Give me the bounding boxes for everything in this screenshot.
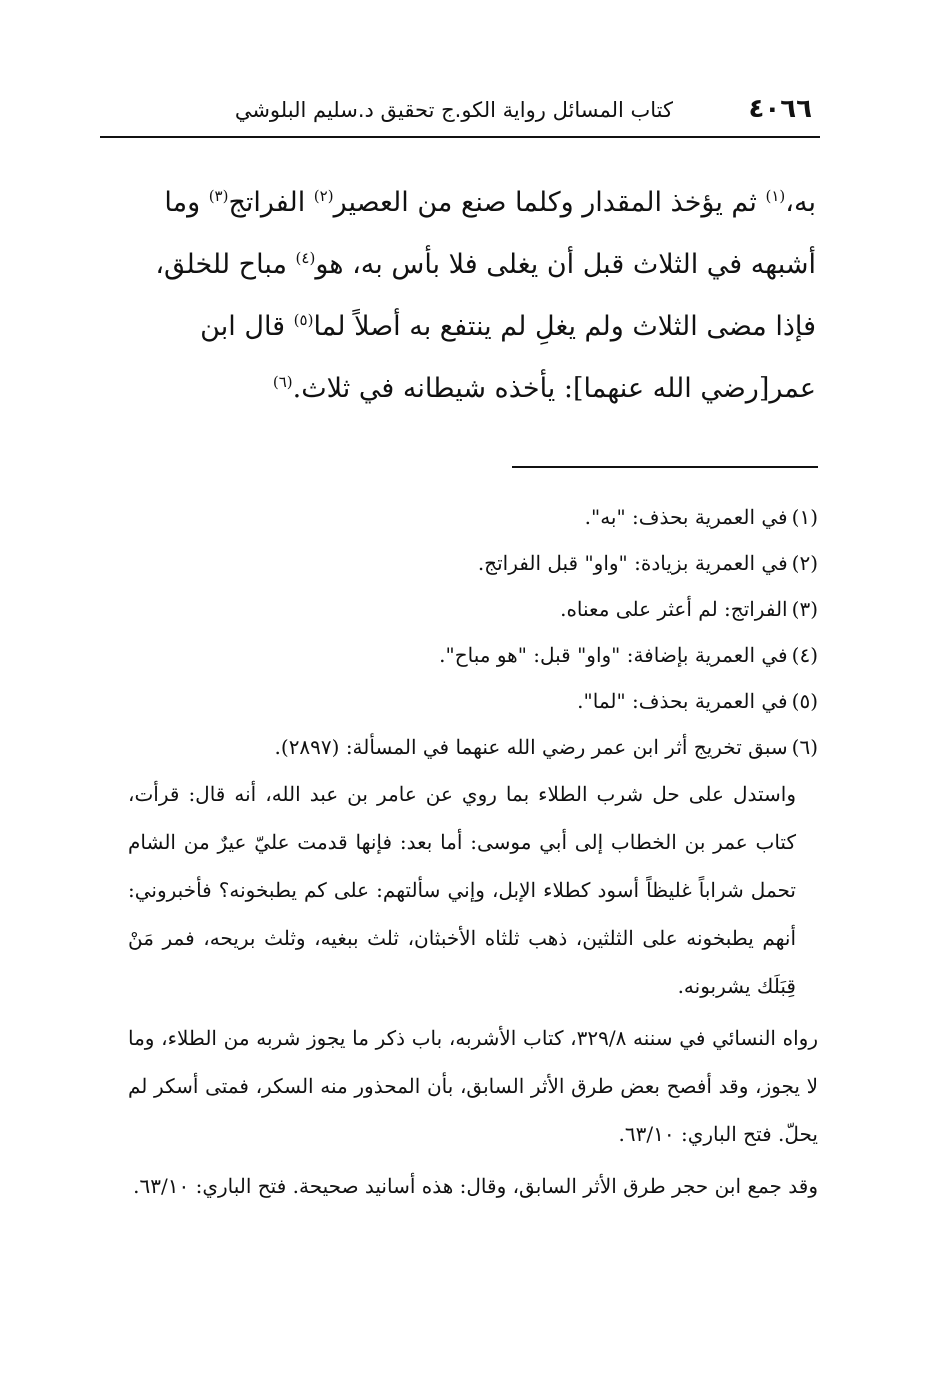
footnotes (100, 494, 818, 1210)
footnote-ref: (٢) (313, 187, 334, 205)
footnote-number: (٤) (791, 643, 818, 667)
footnote-item (100, 678, 818, 724)
main-text-run: مباح للخلق، (155, 249, 296, 280)
main-text-run: وما (164, 187, 209, 218)
main-text-run: أشبهه في الثلاث قبل أن يغلى فلا بأس به، هو (315, 249, 816, 280)
footnote-number: (٥) (791, 689, 818, 713)
main-line (100, 296, 816, 358)
footnote-paragraph: وقد جمع ابن حجر طرق الأثر السابق، وقال: هذه أسانيد صحيحة. فتح الباري: ٦٣/١٠. (133, 1174, 818, 1198)
footnote-text: في العمرية بحذف: "به". (584, 505, 788, 529)
footnote-item (100, 632, 818, 678)
main-text (100, 172, 816, 420)
main-text-run: ثم يؤخذ المقدار وكلما صنع من العصير (333, 187, 766, 218)
main-line (100, 234, 816, 296)
footnote-text: الفراتج: لم أعثر على معناه. (560, 597, 788, 621)
main-line (100, 172, 816, 234)
footnote-ref: (٥) (293, 311, 314, 329)
footnote-text: في العمرية بزيادة: "واو" قبل الفراتج. (477, 551, 788, 575)
footnote-item (100, 586, 818, 632)
footnote-text: سبق تخريج أثر ابن عمر رضي الله عنهما في المسألة: (٢٨٩٧). (274, 735, 788, 759)
footnote-ref: (٣) (208, 187, 229, 205)
main-text-run: الفراتج (228, 187, 314, 218)
footnote-text: في العمرية بحذف: "لما". (577, 689, 788, 713)
main-text-run: عمر[رضي الله عنهما]: يأخذه شيطانه في ثلاث. (292, 373, 816, 404)
footnote-paragraph: رواه النسائي في سننه ٣٢٩/٨، كتاب الأشربه، باب ذكر ما يجوز شربه من الطلاء، وما لا يجوز، وقد أفصح بعض طرق الأثر السابق، بأن المحذور منه السكر، فمتى أسكر لم يحلّ. فتح الباري: ٦٣/١٠. (128, 1026, 818, 1146)
main-text-run: به، (785, 187, 816, 218)
footnote-text: في العمرية بإضافة: "واو" قبل: "هو مباح". (439, 643, 788, 667)
footnote-ref: (٦) (272, 373, 293, 391)
main-text-run: قال ابن (200, 311, 294, 342)
running-title: كتاب المسائل رواية الكو.ج تحقيق د.سليم البلوشي (234, 98, 673, 122)
footnote-number: (٢) (791, 551, 818, 575)
footnote-paragraph: واستدل على حل شرب الطلاء بما روي عن عامر بن عبد الله، أنه قال: قرأت، كتاب عمر بن الخطاب إلى أبي موسى: أما بعد: فإنها قدمت عليّ عيرٌ من الشام تحمل شراباً غليظاً أسود كطلاء الإبل، وإني سألتهم: على كم يطبخونه؟ فأخبروني: أنهم يطبخونه على الثلثين، ذهب ثلثاه الأخبثان، ثلث ببغيه، وثلث بريحه، فمر مَنْ قِبَلَك يشربونه. (128, 782, 796, 998)
footnote-item (100, 724, 818, 770)
footnote-ref: (٤) (295, 249, 316, 267)
footnote-separator (512, 466, 818, 468)
main-text-run: فإذا مضى الثلاث ولم يغلِ لم ينتفع به أصلاً لما (313, 311, 816, 342)
footnote-item (100, 540, 818, 586)
header-rule (100, 136, 820, 138)
footnote-number: (٦) (791, 735, 818, 759)
footnote-number: (١) (791, 505, 818, 529)
main-line (100, 358, 816, 420)
page-header (100, 92, 818, 136)
footnote-item (100, 494, 818, 540)
footnote-number: (٣) (791, 597, 818, 621)
page-number: ٤٠٦٦ (748, 94, 812, 124)
footnote-ref: (١) (765, 187, 786, 205)
